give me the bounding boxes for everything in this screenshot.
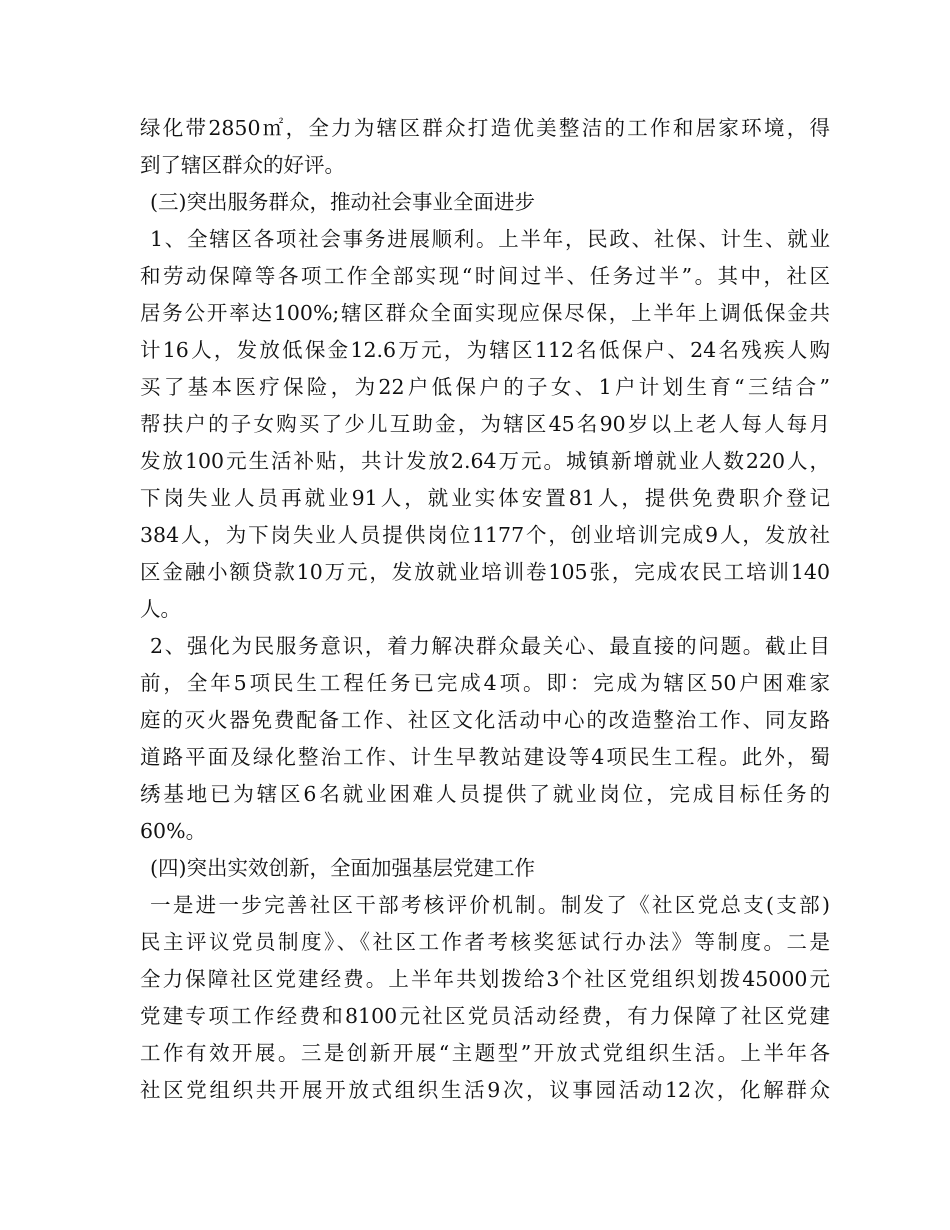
text-line: 社区党组织共开展开放式组织生活9次，议事园活动12次，化解群众 — [140, 1078, 830, 1102]
text-line: 工作有效开展。三是创新开展“主题型”开放式党组织生活。上半年各 — [140, 1041, 830, 1065]
text-line: 党建专项工作经费和8100元社区党员活动经费，有力保障了社区党建 — [140, 1004, 830, 1028]
text-line: 人。 — [140, 597, 181, 621]
text-line: 绿化带2850㎡，全力为辖区群众打造优美整洁的工作和居家环境，得 — [140, 116, 830, 140]
text-line: (四)突出实效创新，全面加强基层党建工作 — [150, 856, 535, 880]
text-line: 居务公开率达100%;辖区群众全面实现应保尽保，上半年上调低保金共 — [140, 301, 830, 325]
text-line: 下岗失业人员再就业91人，就业实体安置81人，提供免费职介登记 — [140, 486, 830, 510]
text-line: 一是进一步完善社区干部考核评价机制。制发了《社区党总支(支部) — [150, 893, 830, 917]
text-line: 计16人，发放低保金12.6万元，为辖区112名低保户、24名残疾人购 — [140, 338, 830, 362]
document-body — [140, 110, 830, 1109]
text-line: 买了基本医疗保险，为22户低保户的子女、1户计划生育“三结合” — [140, 375, 830, 399]
text-line: 全力保障社区党建经费。上半年共划拨给3个社区党组织划拨45000元 — [140, 967, 830, 991]
text-line: 帮扶户的子女购买了少儿互助金，为辖区45名90岁以上老人每人每月 — [140, 412, 830, 436]
text-line: (三)突出服务群众，推动社会事业全面进步 — [150, 190, 535, 214]
text-line: 2、强化为民服务意识，着力解决群众最关心、最直接的问题。截止目 — [150, 634, 830, 658]
text-line: 发放100元生活补贴，共计发放2.64万元。城镇新增就业人数220人， — [140, 449, 830, 473]
text-line: 庭的灭火器免费配备工作、社区文化活动中心的改造整治工作、同友路 — [140, 708, 830, 732]
text-line: 384人，为下岗失业人员提供岗位1177个，创业培训完成9人，发放社 — [140, 523, 830, 547]
text-line: 到了辖区群众的好评。 — [140, 153, 345, 177]
text-line: 区金融小额贷款10万元，发放就业培训卷105张，完成农民工培训140 — [140, 560, 830, 584]
text-line: 绣基地已为辖区6名就业困难人员提供了就业岗位，完成目标任务的 — [140, 782, 830, 806]
text-line: 民主评议党员制度》、《社区工作者考核奖惩试行办法》等制度。二是 — [140, 930, 830, 954]
text-line: 和劳动保障等各项工作全部实现“时间过半、任务过半”。其中，社区 — [140, 264, 830, 288]
text-line: 60%。 — [140, 819, 207, 843]
text-line: 1、全辖区各项社会事务进展顺利。上半年，民政、社保、计生、就业 — [150, 227, 830, 251]
text-line: 前，全年5项民生工程任务已完成4项。即：完成为辖区50户困难家 — [140, 671, 830, 695]
text-line: 道路平面及绿化整治工作、计生早教站建设等4项民生工程。此外，蜀 — [140, 745, 830, 769]
